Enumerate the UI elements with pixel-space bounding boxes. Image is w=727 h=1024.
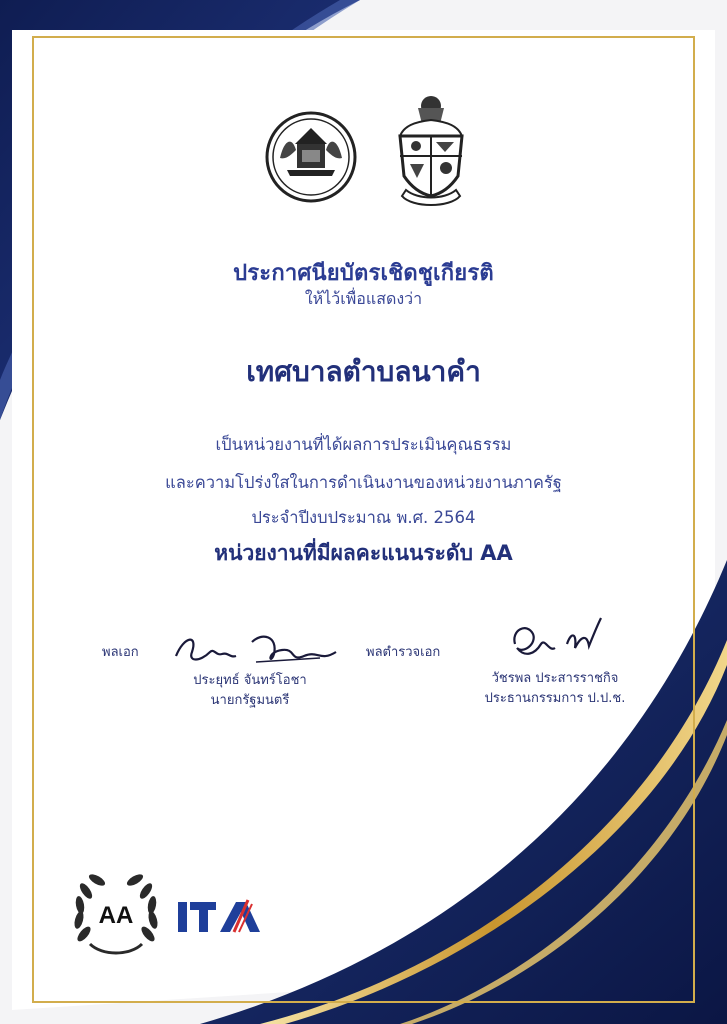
ita-logo-icon: [176, 896, 262, 936]
certificate-title: ประกาศนียบัตรเชิดชูเกียรติ: [233, 261, 494, 286]
signature-right-image: [505, 614, 609, 670]
signatory-right: [470, 669, 640, 709]
signature-left-image: [170, 622, 346, 674]
body-line-1: เป็นหน่วยงานที่ได้ผลการประเมินคุณธรรม: [215, 435, 512, 454]
signatory-right-name: วัชรพล ประสารราชกิจ: [491, 671, 619, 686]
nacc-emblem-icon: [392, 92, 470, 212]
signatory-left: [175, 671, 325, 711]
signatory-right-rank: พลตำรวจเอก: [366, 645, 441, 660]
signatory-right-position: ประธานกรรมการ ป.ป.ช.: [484, 691, 626, 706]
signatory-left-name: ประยุทธ์ จันทร์โอชา: [193, 673, 307, 688]
signatory-left-rank: พลเอก: [102, 645, 139, 660]
signatory-left-position: นายกรัฐมนตรี: [210, 693, 290, 708]
aa-laurel-badge-icon: [70, 868, 162, 960]
thai-government-seal-icon: [262, 110, 360, 204]
rating-level-statement: หน่วยงานที่มีผลคะแนนระดับ AA: [214, 541, 513, 565]
rating-label: AA: [98, 902, 134, 929]
certificate-subtitle: ให้ไว้เพื่อแสดงว่า: [304, 289, 423, 308]
body-line-2: และความโปร่งใสในการดำเนินงานของหน่วยงานภาครัฐ: [165, 473, 562, 492]
recipient-name: เทศบาลตำบลนาคำ: [246, 355, 481, 388]
body-line-3: ประจำปีงบประมาณ พ.ศ. 2564: [251, 508, 476, 527]
